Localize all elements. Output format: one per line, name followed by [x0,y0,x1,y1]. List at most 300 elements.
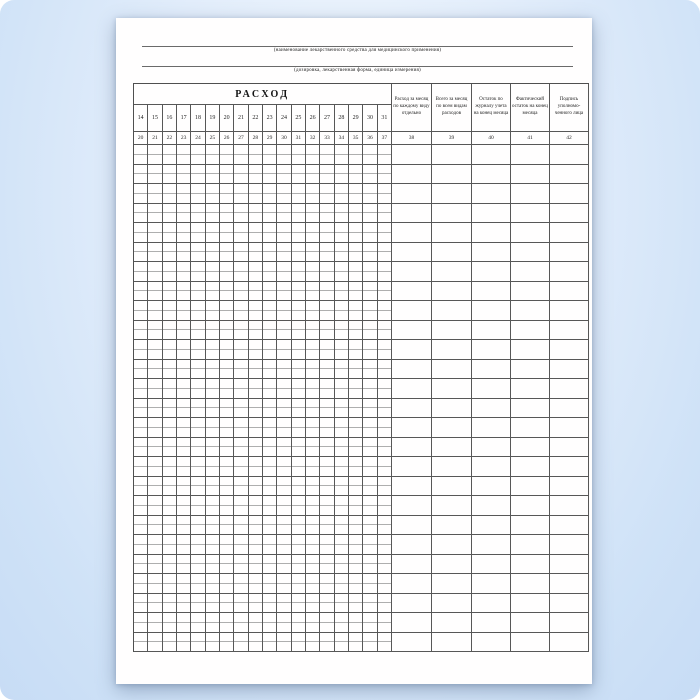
day-grid-cell [220,477,234,497]
day-grid-cell [234,516,248,536]
day-grid-cell [191,496,205,516]
grid-cell [511,594,550,614]
day-grid-cell [349,457,363,477]
grid-cell [392,243,432,263]
grid-cell [392,262,432,282]
day-grid-cell [134,379,148,399]
grid-cell [392,165,432,185]
day-grid-cell [335,438,349,458]
day-grid-cell [292,574,306,594]
day-grid-cell [234,633,248,653]
day-grid-cell [263,535,277,555]
day-grid-cell [277,282,291,302]
column-number-cell: 32 [306,132,320,145]
column-number-cell: 24 [191,132,205,145]
day-grid-cell [163,555,177,575]
grid-cell [472,438,511,458]
grid-cell [432,516,472,536]
day-grid-cell [206,555,220,575]
day-grid-cell [220,321,234,341]
day-grid-cell [277,321,291,341]
grid-cell [392,204,432,224]
day-grid-cell [363,145,377,165]
day-grid-cell [292,633,306,653]
day-grid-cell [363,360,377,380]
day-grid-cell [191,204,205,224]
grid-cell [511,360,550,380]
column-number-cell: 41 [511,132,550,145]
day-grid-cell [249,204,263,224]
day-grid-cell [306,379,320,399]
day-grid-cell [277,360,291,380]
day-grid-cell [134,574,148,594]
grid-cell [392,223,432,243]
grid-cell [432,340,472,360]
grid-cell [550,613,589,633]
day-grid-cell [263,340,277,360]
day-grid-cell [363,555,377,575]
day-grid-cell [292,282,306,302]
day-grid-cell [320,321,334,341]
column-number-cell: 20 [134,132,148,145]
day-grid-cell [320,145,334,165]
day-grid-cell [220,535,234,555]
day-grid-cell [206,262,220,282]
day-grid-cell [306,282,320,302]
day-grid-cell [349,477,363,497]
day-grid-cell [292,477,306,497]
day-grid-cell [363,633,377,653]
day-grid-cell [277,399,291,419]
day-grid-cell [249,535,263,555]
day-grid-cell [249,321,263,341]
day-grid-cell [134,418,148,438]
day-grid-cell [234,145,248,165]
day-grid-cell [249,477,263,497]
day-grid-cell [363,165,377,185]
grid-cell [432,262,472,282]
day-grid-cell [320,633,334,653]
day-grid-cell [349,535,363,555]
day-grid-cell [163,496,177,516]
day-grid-cell [320,613,334,633]
day-grid-cell [177,457,191,477]
day-grid-cell [148,477,162,497]
grid-cell [392,340,432,360]
day-grid-cell [306,594,320,614]
day-grid-cell [148,340,162,360]
day-grid-cell [148,535,162,555]
day-grid-cell [191,613,205,633]
day-grid-cell [263,165,277,185]
day-grid-cell [349,243,363,263]
day-grid-cell [220,301,234,321]
day-grid-cell [249,184,263,204]
day-grid-cell [191,438,205,458]
day-grid-cell [363,399,377,419]
grid-cell [392,360,432,380]
form-page [116,18,592,684]
day-grid-cell [263,496,277,516]
day-grid-cell [277,613,291,633]
grid-cell [550,204,589,224]
day-grid-cell [320,457,334,477]
day-grid-cell [148,223,162,243]
day-grid-cell [320,301,334,321]
day-grid-cell [363,574,377,594]
grid-cell [472,340,511,360]
grid-cell [472,418,511,438]
day-grid-cell [206,457,220,477]
day-header-cell: 19 [206,105,220,132]
column-number-cell: 36 [363,132,377,145]
day-grid-cell [134,145,148,165]
grid-cell [392,535,432,555]
grid-cell [392,379,432,399]
day-grid-cell [363,301,377,321]
grid-cell [392,574,432,594]
day-grid-cell [263,223,277,243]
grid-cell [472,204,511,224]
grid-cell [472,301,511,321]
day-header-cell: 22 [249,105,263,132]
day-grid-cell [177,165,191,185]
day-grid-cell [320,399,334,419]
grid-cell [511,145,550,165]
day-grid-cell [292,535,306,555]
day-grid-cell [363,535,377,555]
grid-cell [392,457,432,477]
grid-cell [392,496,432,516]
day-grid-cell [277,633,291,653]
day-grid-cell [134,165,148,185]
day-grid-cell [163,360,177,380]
day-grid-cell [163,594,177,614]
grid-cell [511,340,550,360]
grid-cell [511,535,550,555]
day-grid-cell [206,145,220,165]
day-grid-cell [335,516,349,536]
day-grid-cell [134,262,148,282]
grid-cell [472,262,511,282]
day-grid-cell [234,340,248,360]
day-grid-cell [206,301,220,321]
day-grid-cell [335,457,349,477]
grid-cell [511,282,550,302]
day-grid-cell [163,613,177,633]
day-grid-cell [249,516,263,536]
day-grid-cell [177,204,191,224]
day-grid-cell [306,399,320,419]
day-grid-cell [191,594,205,614]
column-number-cell: 25 [206,132,220,145]
day-header-cell: 23 [263,105,277,132]
day-grid-cell [320,594,334,614]
day-grid-cell [292,262,306,282]
grid-cell [392,438,432,458]
grid-cell [472,165,511,185]
day-grid-cell [134,594,148,614]
day-grid-cell [292,204,306,224]
day-grid-cell [220,516,234,536]
grid-cell [550,457,589,477]
column-header: Всего за месяц по всем видам расходов [432,84,472,132]
day-grid-cell [263,574,277,594]
day-grid-cell [277,574,291,594]
day-grid-cell [277,204,291,224]
day-grid-cell [249,282,263,302]
day-grid-cell [220,145,234,165]
day-grid-cell [220,243,234,263]
day-grid-cell [234,282,248,302]
day-grid-cell [263,262,277,282]
day-header-cell: 21 [234,105,248,132]
day-grid-cell [306,340,320,360]
grid-cell [392,321,432,341]
column-number-cell: 33 [320,132,334,145]
day-grid-cell [320,535,334,555]
day-grid-cell [335,399,349,419]
day-grid-cell [292,438,306,458]
day-grid-cell [234,555,248,575]
day-grid-cell [263,282,277,302]
day-grid-cell [134,457,148,477]
day-grid-cell [206,204,220,224]
day-grid-cell [349,613,363,633]
day-grid-cell [220,613,234,633]
day-grid-cell [177,282,191,302]
day-grid-cell [206,633,220,653]
grid-cell [432,418,472,438]
day-grid-cell [177,574,191,594]
grid-cell [472,399,511,419]
day-grid-cell [277,340,291,360]
grid-cell [550,555,589,575]
day-grid-cell [335,184,349,204]
day-grid-cell [277,594,291,614]
day-grid-cell [335,282,349,302]
grid-cell [432,184,472,204]
day-grid-cell [263,555,277,575]
day-grid-cell [349,165,363,185]
day-grid-cell [378,438,392,458]
day-grid-cell [277,379,291,399]
day-grid-cell [134,399,148,419]
day-grid-cell [206,321,220,341]
day-grid-cell [263,399,277,419]
day-grid-cell [234,223,248,243]
grid-cell [550,574,589,594]
column-number-cell: 22 [163,132,177,145]
grid-cell [511,516,550,536]
day-grid-cell [292,321,306,341]
day-grid-cell [292,360,306,380]
name-underline [142,46,573,47]
grid-cell [511,165,550,185]
grid-cell [392,418,432,438]
day-grid-cell [292,379,306,399]
day-grid-cell [220,360,234,380]
day-grid-cell [378,516,392,536]
day-grid-cell [363,477,377,497]
grid-cell [432,613,472,633]
grid-cell [472,379,511,399]
day-grid-cell [177,438,191,458]
grid-cell [392,594,432,614]
grid-cell [472,223,511,243]
grid-cell [511,574,550,594]
day-grid-cell [148,418,162,438]
grid-cell [472,516,511,536]
day-grid-cell [277,223,291,243]
day-grid-cell [349,633,363,653]
day-grid-cell [349,379,363,399]
day-grid-cell [263,477,277,497]
grid-cell [550,262,589,282]
grid-cell [550,301,589,321]
day-grid-cell [306,418,320,438]
day-grid-cell [220,379,234,399]
day-grid-cell [335,574,349,594]
grid-cell [472,633,511,653]
day-grid-cell [263,184,277,204]
day-grid-cell [163,477,177,497]
day-header-cell: 14 [134,105,148,132]
day-grid-cell [320,438,334,458]
day-grid-cell [306,165,320,185]
day-grid-cell [148,379,162,399]
day-grid-cell [277,418,291,438]
day-grid-cell [335,262,349,282]
day-grid-cell [306,496,320,516]
day-grid-cell [220,399,234,419]
day-grid-cell [234,574,248,594]
day-grid-cell [349,438,363,458]
day-grid-cell [134,477,148,497]
day-grid-cell [134,633,148,653]
day-grid-cell [292,399,306,419]
day-grid-cell [249,360,263,380]
grid-cell [550,165,589,185]
day-grid-cell [249,340,263,360]
grid-cell [432,321,472,341]
day-grid-cell [191,477,205,497]
day-grid-cell [206,438,220,458]
day-header-cell: 30 [363,105,377,132]
day-grid-cell [134,223,148,243]
day-grid-cell [335,243,349,263]
day-grid-cell [220,184,234,204]
expense-section-title: РАСХОД [134,84,392,105]
grid-cell [550,535,589,555]
day-grid-cell [177,594,191,614]
day-grid-cell [378,301,392,321]
day-grid-cell [378,184,392,204]
day-grid-cell [163,243,177,263]
day-grid-cell [263,321,277,341]
day-grid-cell [134,243,148,263]
day-grid-cell [349,223,363,243]
grid-cell [550,145,589,165]
dosage-underline [142,66,573,67]
day-grid-cell [220,223,234,243]
day-grid-cell [148,438,162,458]
day-grid-cell [191,301,205,321]
day-grid-cell [249,301,263,321]
column-header: Остаток по журналу учета на конец месяца [472,84,511,132]
grid-cell [511,496,550,516]
grid-cell [432,145,472,165]
day-grid-cell [206,496,220,516]
day-grid-cell [363,418,377,438]
day-grid-cell [378,282,392,302]
day-grid-cell [277,243,291,263]
day-grid-cell [134,282,148,302]
day-grid-cell [206,399,220,419]
day-grid-cell [335,613,349,633]
day-grid-cell [320,243,334,263]
day-grid-cell [234,477,248,497]
day-grid-cell [220,555,234,575]
day-header-cell: 26 [306,105,320,132]
day-grid-cell [335,360,349,380]
day-grid-cell [134,438,148,458]
day-grid-cell [148,145,162,165]
grid-cell [432,379,472,399]
day-grid-cell [363,379,377,399]
grid-cell [392,301,432,321]
day-grid-cell [249,613,263,633]
day-grid-cell [134,321,148,341]
day-grid-cell [378,594,392,614]
day-grid-cell [220,594,234,614]
grid-cell [550,477,589,497]
day-grid-cell [306,457,320,477]
grid-cell [550,321,589,341]
day-grid-cell [234,243,248,263]
day-grid-cell [306,438,320,458]
grid-cell [550,594,589,614]
day-grid-cell [378,535,392,555]
day-grid-cell [191,321,205,341]
day-grid-cell [177,321,191,341]
grid-cell [511,379,550,399]
day-grid-cell [320,496,334,516]
day-grid-cell [320,379,334,399]
day-grid-cell [177,535,191,555]
day-grid-cell [306,535,320,555]
day-header-cell: 15 [148,105,162,132]
day-grid-cell [320,516,334,536]
day-grid-cell [206,477,220,497]
day-grid-cell [163,516,177,536]
day-grid-cell [134,516,148,536]
day-grid-cell [277,496,291,516]
day-grid-cell [363,282,377,302]
day-grid-cell [134,204,148,224]
day-grid-cell [263,594,277,614]
day-grid-cell [335,340,349,360]
day-grid-cell [277,145,291,165]
day-grid-cell [134,340,148,360]
day-grid-cell [292,457,306,477]
day-grid-cell [335,223,349,243]
day-grid-cell [163,262,177,282]
day-grid-cell [349,145,363,165]
day-grid-cell [206,574,220,594]
day-grid-cell [234,262,248,282]
day-grid-cell [148,204,162,224]
